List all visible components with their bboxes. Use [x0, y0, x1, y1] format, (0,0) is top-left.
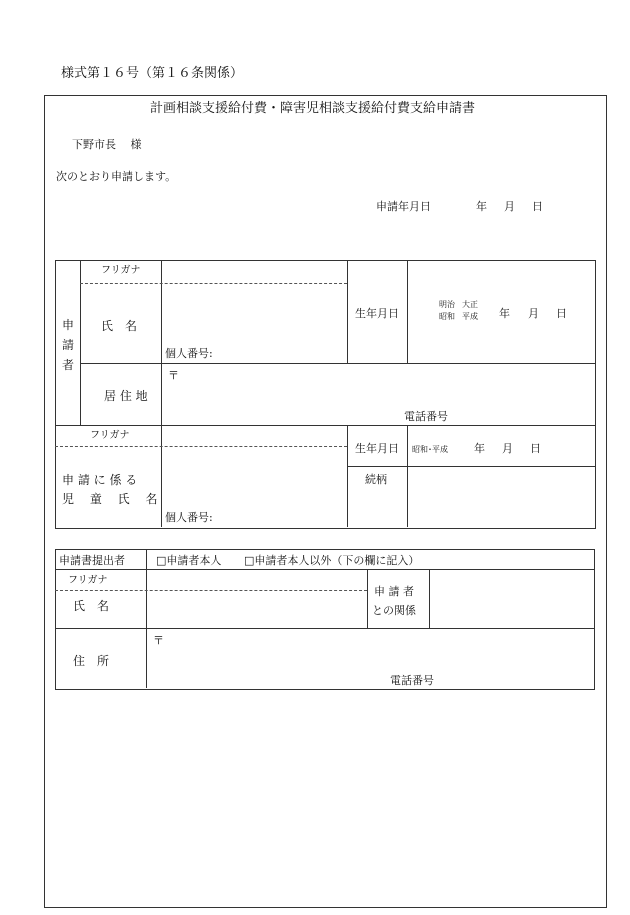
- child-furigana-label: フリガナ: [90, 430, 130, 441]
- application-date-label: 申請年月日: [376, 200, 431, 213]
- submitter-relation-label-2: との関係: [372, 604, 416, 617]
- applicant-birth-month[interactable]: 月: [528, 307, 539, 320]
- applicant-phone-label: 電話番号: [404, 410, 448, 423]
- applicant-personal-number-label: 個人番号:: [165, 347, 213, 360]
- child-personal-number-label: 個人番号:: [165, 511, 213, 524]
- child-birth-day[interactable]: 日: [530, 442, 541, 455]
- applicant-section-label-1: 申: [62, 318, 75, 332]
- form-number: 様式第１６号（第１６条関係）: [61, 66, 244, 81]
- submitter-name-input[interactable]: [149, 593, 365, 626]
- applicant-name-input[interactable]: [164, 286, 346, 344]
- application-date-month[interactable]: 月: [504, 200, 515, 213]
- submitter-furigana-input[interactable]: [149, 572, 365, 589]
- application-date-year[interactable]: 年: [476, 200, 487, 213]
- submitter-relation-label-1: 申 請 者: [374, 585, 414, 598]
- child-birth-year[interactable]: 年: [474, 442, 485, 455]
- submitter-postal-mark: 〒: [153, 634, 164, 647]
- submitter-relation-input[interactable]: [432, 572, 591, 626]
- era-showa[interactable]: 昭和: [439, 312, 455, 321]
- intro-text: 次のとおり申請します。: [56, 170, 177, 183]
- postal-mark: 〒: [168, 369, 179, 382]
- submitter-self-checkbox[interactable]: □申請者本人: [156, 554, 222, 567]
- submitter-name-label: 氏 名: [73, 599, 110, 613]
- child-relation-input[interactable]: [410, 469, 592, 524]
- applicant-birth-day[interactable]: 日: [556, 307, 567, 320]
- application-date-day[interactable]: 日: [532, 200, 543, 213]
- child-birth-month[interactable]: 月: [502, 442, 513, 455]
- child-birthdate-label: 生年月日: [355, 442, 399, 455]
- submitter-furigana-label: フリガナ: [68, 575, 108, 586]
- applicant-section-label-3: 者: [62, 358, 75, 372]
- era-heisei[interactable]: 平成: [462, 312, 478, 321]
- applicant-furigana-input[interactable]: [164, 262, 346, 282]
- era-meiji[interactable]: 明治: [439, 300, 455, 309]
- submitter-phone-label: 電話番号: [390, 674, 434, 687]
- applicant-birth-year[interactable]: 年: [499, 307, 510, 320]
- applicant-name-label: 氏 名: [101, 319, 138, 333]
- submitter-label: 申請書提出者: [59, 554, 125, 567]
- applicant-section-label-2: 請: [62, 338, 75, 352]
- form-title: 計画相談支援給付費・障害児相談支援給付費支給申請書: [150, 101, 476, 116]
- child-furigana-input[interactable]: [164, 428, 346, 445]
- submitter-address-input[interactable]: [149, 631, 591, 671]
- residence-label: 居 住 地: [104, 389, 148, 403]
- applicant-furigana-label: フリガナ: [101, 265, 141, 276]
- child-era[interactable]: 昭和･平成: [412, 445, 448, 454]
- era-taisho[interactable]: 大正: [462, 300, 478, 309]
- child-name-label-2: 児 童 氏 名: [62, 492, 158, 506]
- child-relation-label: 続柄: [365, 473, 387, 486]
- child-name-label-1: 申 請 に 係 る: [62, 473, 138, 487]
- submitter-address-label: 住 所: [73, 654, 110, 668]
- submitter-other-checkbox[interactable]: □申請者本人以外（下の欄に記入）: [244, 554, 420, 567]
- residence-input[interactable]: [164, 366, 592, 408]
- addressee: 下野市長 様: [72, 138, 142, 151]
- child-name-input[interactable]: [164, 449, 346, 506]
- applicant-birthdate-label: 生年月日: [355, 307, 399, 320]
